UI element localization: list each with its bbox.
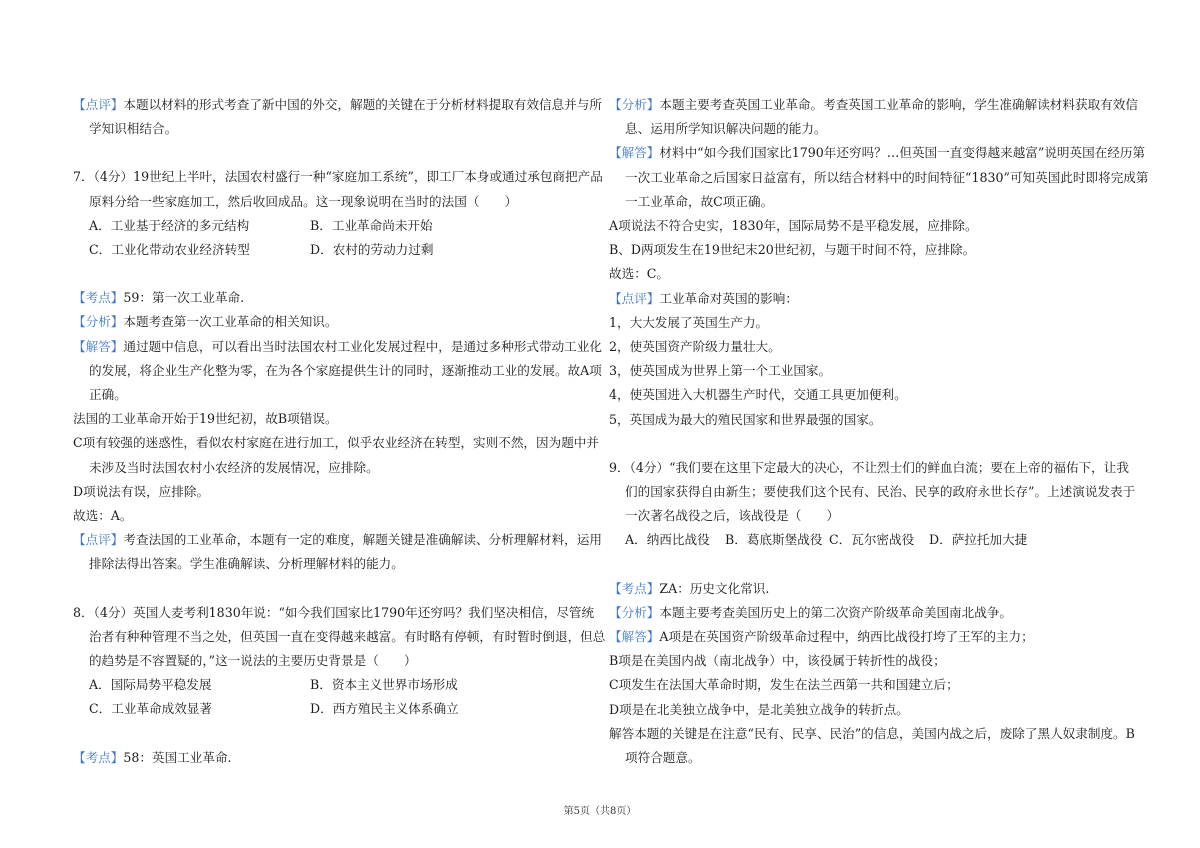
q7-option-c: C．工业化带动农业经济转型 — [89, 242, 250, 258]
impact-item-3: 3，使英国成为世界上第一个工业国家。 — [609, 363, 832, 379]
q8-kaodian — [73, 746, 605, 770]
comment-tag: 【点评】 — [73, 532, 124, 548]
q7-extra-line1: 法国的工业革命开始于19世纪初，故B项错误。 — [73, 411, 338, 427]
q8-option-d: D．西方殖民主义体系确立 — [310, 701, 459, 717]
q8-jieda-line1 — [609, 141, 1146, 165]
q8-extra-line2: B、D两项发生在19世纪末20世纪初，与题干时间不符，应排除。 — [609, 242, 976, 258]
q9-stem-line1: 9．（4分）“我们要在这里下定最大的决心，不让烈士们的鲜血白流；要在上帝的福佑下，让我 — [609, 459, 1129, 475]
q8-extra-line1: A项说法不符合史实，1830年，国际局势不是平稳发展，应排除。 — [609, 218, 978, 234]
q9-option-d: D．萨拉托加大捷 — [929, 532, 1028, 548]
kaodian-tag: 【考点】 — [609, 580, 660, 596]
q8-fenxi-line2: 息、运用所学知识解决问题的能力。 — [625, 121, 827, 137]
q8-jieda-line2: 一次工业革命之后国家日益富有，所以结合材料中的时间特征“1830”可知英国此时即将完成第 — [625, 169, 1149, 185]
q8-option-b: B．资本主义世界市场形成 — [310, 677, 458, 693]
q9-fenxi — [609, 601, 1141, 625]
fenxi-tag: 【分析】 — [609, 97, 660, 112]
q9-options-row — [609, 528, 1141, 552]
q9-extra-line2: C项发生在法国大革命时期，发生在法兰西第一共和国建立后； — [609, 677, 959, 693]
q8-option-a: A．国际局势平稳发展 — [89, 677, 212, 693]
jieda-tag: 【解答】 — [73, 338, 124, 354]
comment-text: 工业革命对英国的影响： — [659, 290, 798, 306]
kaodian-text: ZA：历史文化常识. — [659, 580, 770, 596]
q7-extra-line3: 未涉及当时法国农村小农经济的发展情况，应排除。 — [89, 459, 379, 475]
q8-pingjia — [609, 287, 1141, 311]
q9-extra-line1: B项是在美国内战（南北战争）中，该役属于转折性的战役； — [609, 653, 946, 669]
comment-tag: 【点评】 — [73, 97, 124, 112]
q8-fenxi-line1 — [609, 93, 1141, 117]
q7-stem-line1: 7．（4分）19世纪上半叶，法国农村盛行一种“家庭加工系统”，即工厂本身或通过承包商把产品 — [73, 169, 603, 185]
q7-options-row1 — [73, 214, 605, 238]
q7-jieda-line2: 的发展，将企业生产化整为零，在为各个家庭提供生计的同时，逐渐推动工业的发展。故A项 — [89, 362, 602, 378]
jieda-text: 材料中“如今我们国家比1790年还穷吗？…但英国一直变得越来越富”说明英国在经历第 — [659, 145, 1146, 161]
comment-tag: 【点评】 — [609, 290, 660, 306]
kaodian-text: 58：英国工业革命. — [123, 749, 232, 765]
jieda-text: 通过题中信息，可以看出当时法国农村工业化发展过程中，是通过多种形式带动工业化 — [123, 338, 602, 354]
kaodian-text: 59：第一次工业革命. — [123, 290, 245, 306]
q9-final-line2: 项符合题意。 — [625, 750, 701, 766]
fenxi-tag: 【分析】 — [609, 604, 660, 620]
impact-item-5: 5，英国成为最大的殖民国家和世界最强的国家。 — [609, 411, 882, 427]
jieda-tag: 【解答】 — [609, 145, 660, 161]
q8-answer: 故选：C。 — [609, 266, 670, 282]
page-footer: 第5页（共8页） — [563, 806, 637, 817]
q9-option-c: C．瓦尔密战役 — [829, 532, 915, 548]
fenxi-tag: 【分析】 — [73, 314, 124, 330]
fenxi-text: 本题主要考查英国工业革命。考查英国工业革命的影响，学生准确解读材料获取有效信 — [659, 97, 1138, 112]
fenxi-text: 本题主要考查美国历史上的第二次资产阶级革命美国南北战争。 — [659, 604, 1012, 620]
pingjia-top-line2: 学知识相结合。 — [89, 121, 178, 137]
q8-jieda-line3: 一工业革命，故C项正确。 — [625, 193, 774, 209]
q8-options-row1 — [73, 673, 605, 697]
q7-option-d: D．农村的劳动力过剩 — [310, 242, 434, 258]
left-column — [73, 93, 605, 770]
q7-fenxi — [73, 310, 605, 334]
q7-jieda-line3: 正确。 — [89, 387, 127, 403]
q9-option-a: A．纳西比战役 — [625, 532, 710, 548]
impact-item-4: 4，使英国进入大机器生产时代，交通工具更加便利。 — [609, 387, 907, 403]
jieda-tag: 【解答】 — [609, 629, 660, 645]
q8-option-c: C．工业革命成效显著 — [89, 701, 212, 717]
q7-option-b: B．工业革命尚未开始 — [310, 217, 433, 233]
fenxi-text: 本题考查第一次工业革命的相关知识。 — [123, 314, 338, 330]
q8-stem-line1: 8．（4分）英国人麦考利1830年说：“如今我们国家比1790年还穷吗？我们坚决相信，尽管统 — [73, 604, 595, 620]
impact-item-1: 1，大大发展了英国生产力。 — [609, 314, 769, 330]
q9-final-line1: 解答本题的关键是在注意“民有、民享、民治”的信息，美国内战之后，废除了黑人奴隶制度。B — [609, 725, 1135, 741]
q7-stem-line2: 原料分给一些家庭加工，然后收回成品。这一现象说明在当时的法国（ ） — [89, 193, 518, 209]
right-column — [609, 93, 1149, 770]
q7-pingjia-line1 — [73, 528, 605, 552]
q7-option-a: A．工业基于经济的多元结构 — [89, 217, 250, 233]
q9-jieda — [609, 625, 1141, 649]
pingjia-top-line1 — [73, 93, 605, 117]
q7-pingjia-line2: 排除法得出答案。学生准确解读、分析理解材料的能力。 — [89, 556, 404, 572]
q9-extra-line3: D项是在北美独立战争中，是北美独立战争的转折点。 — [609, 701, 909, 717]
kaodian-tag: 【考点】 — [73, 290, 124, 306]
q8-options-row2 — [73, 697, 605, 721]
q7-jieda-line1 — [73, 335, 605, 359]
q9-option-b: B．葛底斯堡战役 — [725, 532, 823, 548]
q9-stem-line3: 一次著名战役之后，该战役是（ ） — [625, 508, 840, 524]
q7-answer: 故选：A。 — [73, 508, 133, 524]
q7-kaodian — [73, 286, 605, 310]
q7-extra-line4: D项说法有误，应排除。 — [73, 483, 210, 499]
q8-stem-line3: 的趋势是不容置疑的，”这一说法的主要历史背景是（ ） — [89, 653, 417, 669]
impact-item-2: 2，使英国资产阶级力量壮大。 — [609, 339, 781, 355]
kaodian-tag: 【考点】 — [73, 749, 124, 765]
jieda-text: A项是在英国资产阶级革命过程中，纳西比战役打垮了王军的主力； — [659, 629, 1034, 645]
comment-text: 考查法国的工业革命，本题有一定的难度，解题关键是准确解读、分析理解材料，运用 — [123, 532, 602, 548]
q7-options-row2 — [73, 238, 605, 262]
q7-extra-line2: C项有较强的迷惑性，看似农村家庭在进行加工，似乎农业经济在转型，实则不然，因为题中并 — [73, 435, 599, 451]
comment-text: 本题以材料的形式考查了新中国的外交，解题的关键在于分析材料提取有效信息并与所 — [123, 97, 602, 112]
q9-kaodian — [609, 577, 1141, 601]
q8-stem-line2: 治者有种种管理不当之处，但英国一直在变得越来越富。有时略有停顿，有时暂时倒退，但总 — [89, 628, 606, 644]
q9-stem-line2: 们的国家获得自由新生；要使我们这个民有、民治、民享的政府永世长存”。上述演说发表于 — [625, 484, 1136, 500]
